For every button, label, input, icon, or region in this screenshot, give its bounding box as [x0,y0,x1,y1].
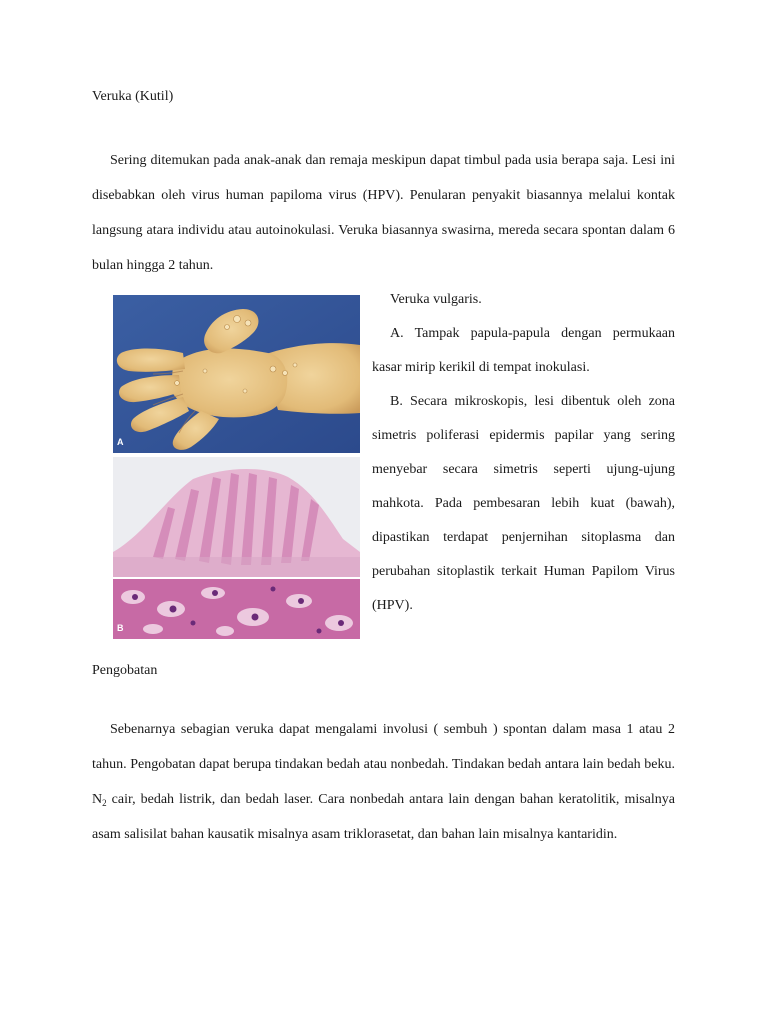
caption-title: Veruka vulgaris. [390,292,482,307]
caption-a: A. Tampak papula-papula dengan permukaan kasar mirip kerikil di tempat inokulasi. [372,326,675,375]
treatment-heading: Pengobatan [92,663,158,678]
treatment-text-part-2: cair, bedah listrik, dan bedah laser. Cara nonbedah antara lain dengan bahan keratolitik, misalnya asam salisilat bahan kausatik misalnya asam triklorasetat, dan bahan lain misalnya kantaridin. [92,792,675,842]
histology-low-magnification [113,457,360,577]
histology-high-magnification [113,579,360,639]
wart-figure [113,295,360,639]
hand-photo-image [113,295,360,453]
intro-paragraph: Sering ditemukan pada anak-anak dan remaja meskipun dapat timbul pada usia berapa saja. Lesi ini disebabkan oleh virus human papiloma virus (HPV). Penularan penyakit biasannya melalui kontak langsung atara individu atau autoinokulasi. Veruka biasannya swasirna, mereda secara spontan dalam 6 bulan hingga 2 tahun. [92,153,675,273]
histology-high-image [113,579,360,639]
figure-caption [372,283,675,623]
document-title: Veruka (Kutil) [92,89,174,104]
histology-low-image [113,457,360,577]
caption-b: B. Secara mikroskopis, lesi dibentuk oleh zona simetris poliferasi epidermis papilar yang sering menyebar secara simetris seperti ujung-ujung mahkota. Pada pembesaran lebih kuat (bawah), dipastikan terdapat penjernihan sitoplasma dan perubahan sitoplastik terkait Human Papilom Virus (HPV). [372,394,675,613]
treatment-paragraph [92,712,675,852]
nitrogen-subscript: 2 [102,798,107,808]
photo-hand-warts [113,295,360,453]
treatment-text-part-1: Sebenarnya sebagian veruka dapat mengalami involusi ( sembuh ) spontan dalam masa 1 atau 2 tahun. Pengobatan dapat berupa tindakan bedah atau nonbedah. Tindakan bedah antara lain bedah beku. N [92,722,675,807]
panel-label-a: A [117,437,124,447]
panel-label-b: B [117,623,124,633]
